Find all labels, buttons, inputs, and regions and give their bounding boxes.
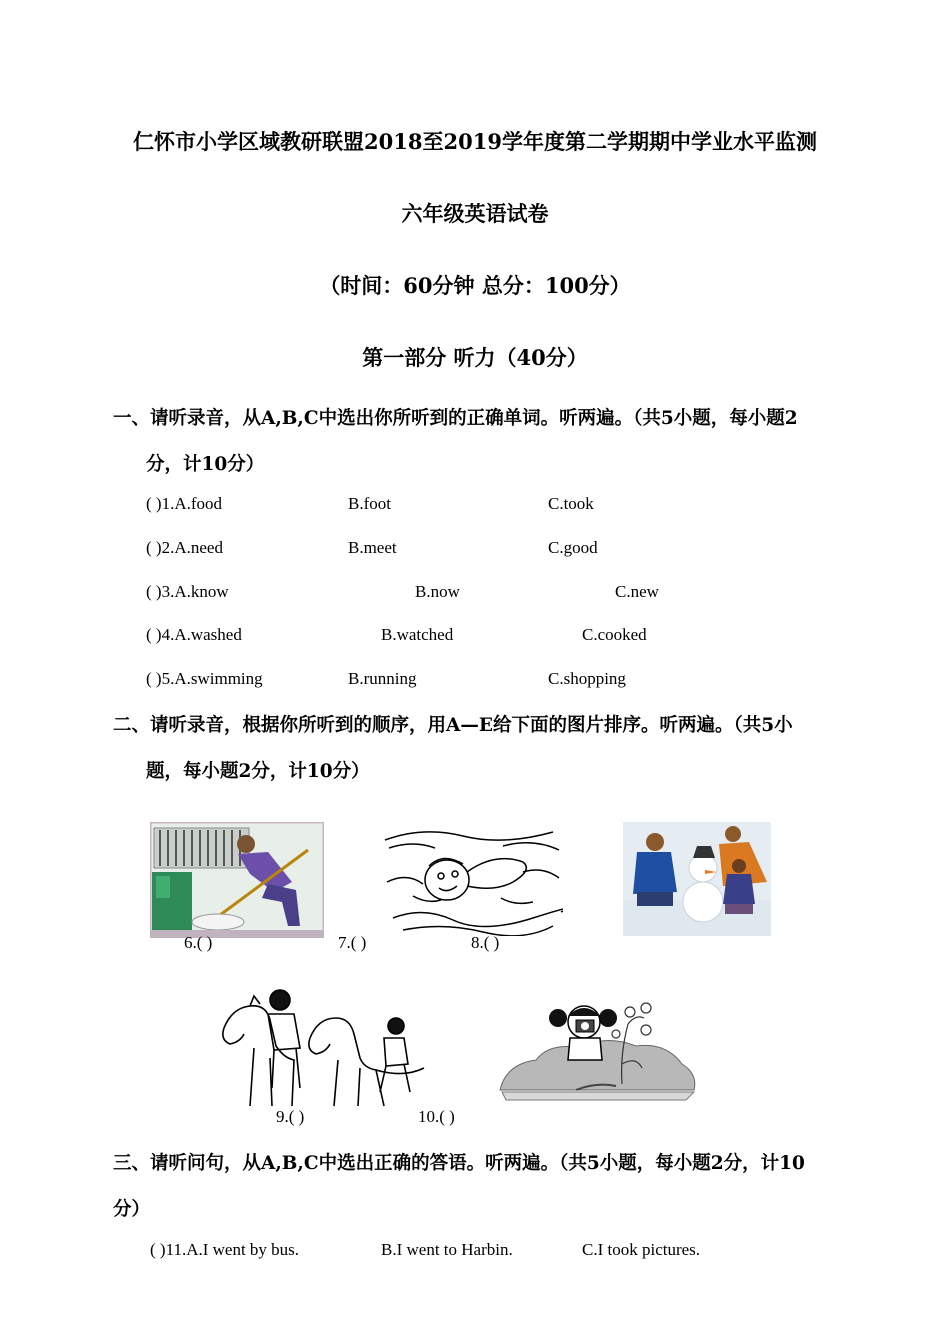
section2-heading-cont: 题，每小题2分，计10分） bbox=[146, 761, 370, 782]
q1-option-b: B.foot bbox=[348, 494, 391, 513]
question-8-label: 8.( ) bbox=[471, 933, 500, 952]
q11-option-b: B.I went to Harbin. bbox=[381, 1240, 513, 1259]
section1-heading-cont: 分，计10分） bbox=[146, 454, 265, 475]
section3-heading-cont: 分） bbox=[113, 1199, 151, 1220]
q4-option-a: ( )4.A.washed bbox=[146, 625, 242, 644]
q3-option-c: C.new bbox=[615, 582, 659, 601]
q5-option-c: C.shopping bbox=[548, 669, 626, 688]
q2-option-c: C.good bbox=[548, 538, 598, 557]
exam-time-score: （时间：60分钟 总分：100分） bbox=[319, 273, 631, 298]
section2-heading: 二、请听录音，根据你所听到的顺序，用A—E给下面的图片排序。听两遍。（共5小 bbox=[113, 715, 793, 736]
exam-subtitle: 六年级英语试卷 bbox=[401, 201, 549, 226]
q2-option-a: ( )2.A.need bbox=[146, 538, 223, 557]
q2-option-b: B.meet bbox=[348, 538, 397, 557]
section3-heading: 三、请听问句，从A,B,C中选出正确的答语。听两遍。（共5小题，每小题2分，计10 bbox=[113, 1153, 805, 1174]
q4-option-c: C.cooked bbox=[582, 625, 647, 644]
horse-riding-picture bbox=[214, 988, 428, 1110]
exam-title: 仁怀市小学区域教研联盟2018至2019学年度第二学期期中学业水平监测 bbox=[133, 129, 817, 154]
q5-option-a: ( )5.A.swimming bbox=[146, 669, 263, 688]
section1-heading: 一、请听录音，从A,B,C中选出你所听到的正确单词。听两遍。（共5小题，每小题2 bbox=[113, 408, 798, 429]
swimming-picture bbox=[383, 822, 563, 936]
part-one-heading: 第一部分 听力（40分） bbox=[362, 345, 588, 370]
taking-pictures-picture bbox=[496, 994, 698, 1102]
question-10-label: 10.( ) bbox=[418, 1107, 455, 1126]
q1-option-a: ( )1.A.food bbox=[146, 494, 223, 513]
question-7-label: 7.( ) bbox=[338, 933, 367, 952]
q11-option-c: C.I took pictures. bbox=[582, 1240, 701, 1259]
q3-option-b: B.now bbox=[415, 582, 460, 601]
q11-option-a: ( )11.A.I went by bus. bbox=[150, 1240, 300, 1259]
q3-option-a: ( )3.A.know bbox=[146, 582, 229, 601]
q5-option-b: B.running bbox=[348, 669, 417, 688]
mopping-floor-picture bbox=[150, 822, 324, 938]
q4-option-b: B.watched bbox=[381, 625, 454, 644]
question-6-label: 6.( ) bbox=[184, 933, 213, 952]
snowman-picture bbox=[623, 822, 771, 936]
q1-option-c: C.took bbox=[548, 494, 594, 513]
question-9-label: 9.( ) bbox=[276, 1107, 305, 1126]
